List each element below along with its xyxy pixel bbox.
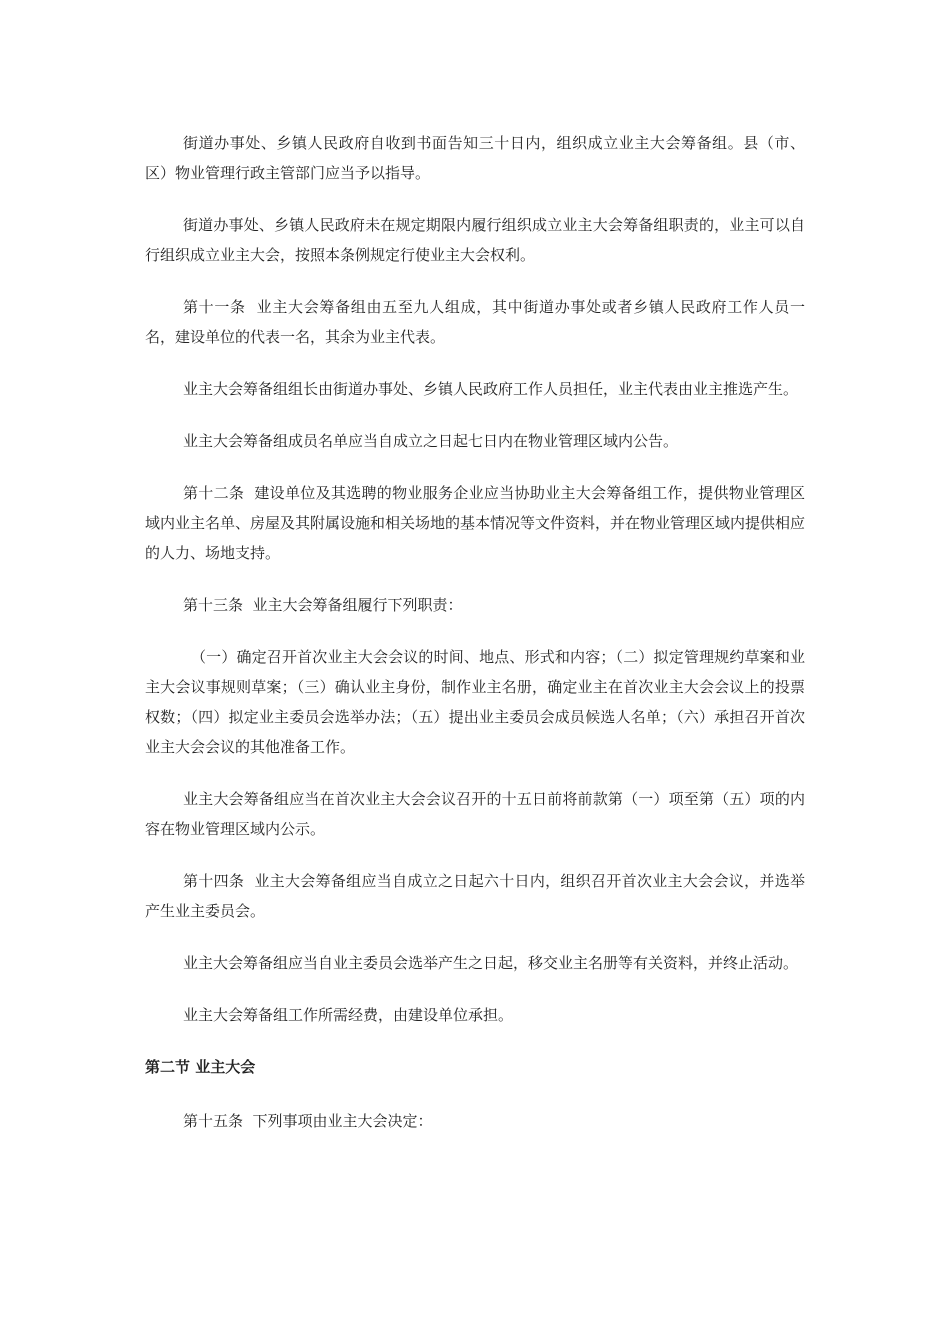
paragraph: 业主大会筹备组应当在首次业主大会会议召开的十五日前将前款第（一）项至第（五）项的内容在物业管理区域内公示。 (145, 790, 805, 838)
article-14-paragraph: 第十四条 业主大会筹备组应当自成立之日起六十日内，组织召开首次业主大会会议，并选举产生业主委员会。 (145, 872, 805, 920)
article-15-paragraph: 第十五条 下列事项由业主大会决定： (183, 1112, 433, 1130)
paragraph: 业主大会筹备组工作所需经费，由建设单位承担。 (183, 1006, 514, 1024)
paragraph: 街道办事处、乡镇人民政府自收到书面告知三十日内，组织成立业主大会筹备组。县（市、区）物业管理行政主管部门应当予以指导。 (145, 134, 805, 182)
paragraph: 街道办事处、乡镇人民政府未在规定期限内履行组织成立业主大会筹备组职责的，业主可以自行组织成立业主大会，按照本条例规定行使业主大会权利。 (145, 216, 805, 264)
paragraph: 业主大会筹备组成员名单应当自成立之日起七日内在物业管理区域内公告。 (183, 432, 679, 450)
document-body (145, 128, 805, 1158)
duties-list-paragraph: （一）确定召开首次业主大会会议的时间、地点、形式和内容；（二）拟定管理规约草案和业主大会议事规则草案；（三）确认业主身份，制作业主名册，确定业主在首次业主大会会议上的投票权数；（四）拟定业主委员会选举办法；（五）提出业主委员会成员候选人名单；（六）承担召开首次业主大会会议的其他准备工作。 (145, 648, 805, 756)
article-13-paragraph: 第十三条 业主大会筹备组履行下列职责： (183, 596, 463, 614)
paragraph: 业主大会筹备组应当自业主委员会选举产生之日起，移交业主名册等有关资料，并终止活动。 (183, 954, 799, 972)
article-11-paragraph: 第十一条 业主大会筹备组由五至九人组成，其中街道办事处或者乡镇人民政府工作人员一名，建设单位的代表一名，其余为业主代表。 (145, 298, 805, 346)
paragraph: 业主大会筹备组组长由街道办事处、乡镇人民政府工作人员担任，业主代表由业主推选产生。 (183, 380, 799, 398)
article-12-paragraph: 第十二条 建设单位及其选聘的物业服务企业应当协助业主大会筹备组工作，提供物业管理区域内业主名单、房屋及其附属设施和相关场地的基本情况等文件资料，并在物业管理区域内提供相应的人力、场地支持。 (145, 484, 806, 562)
section-heading: 第二节 业主大会 (145, 1058, 256, 1076)
